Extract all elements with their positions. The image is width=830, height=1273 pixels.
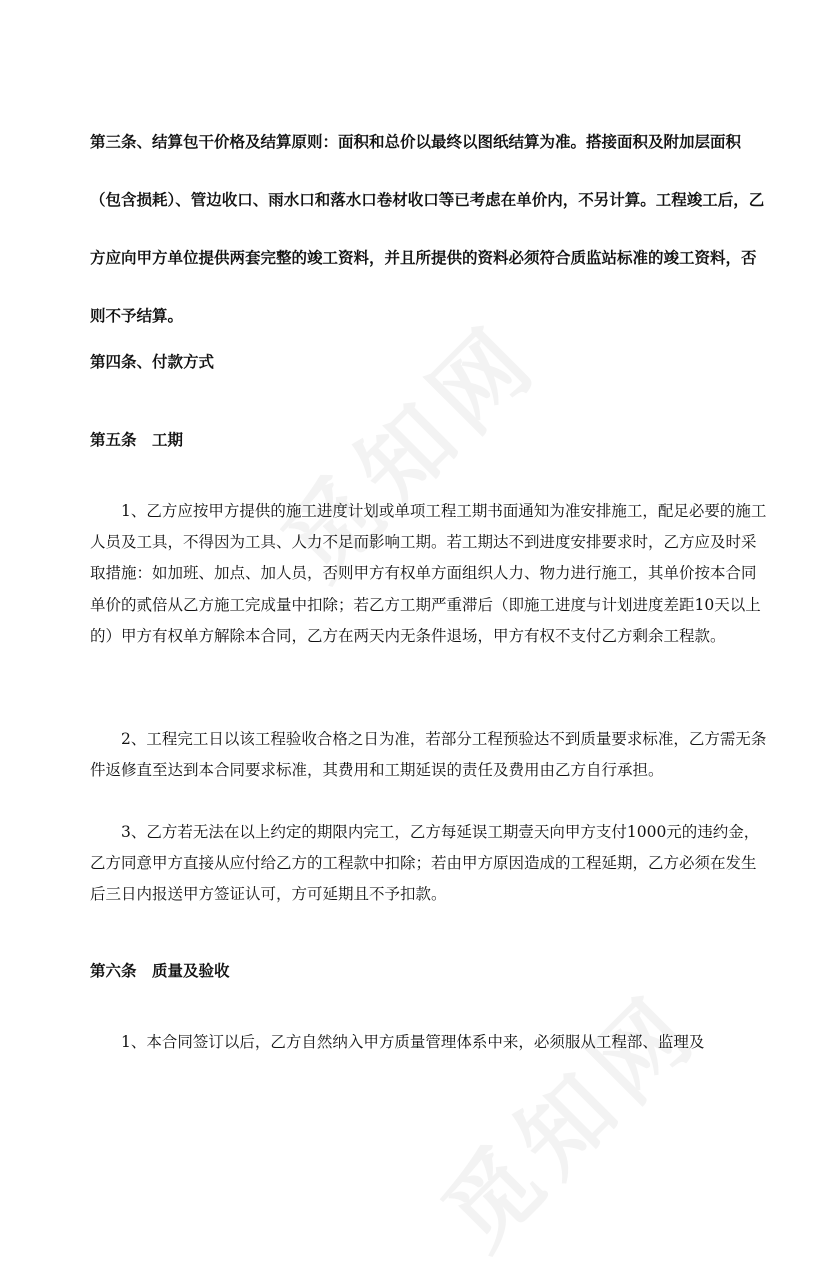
article-5-paragraph-1: 1、乙方应按甲方提供的施工进度计划或单项工程工期书面通知为准安排施工，配足必要的施工人员及工具，不得因为工具、人力不足而影响工期。若工期达不到进度安排要求时，乙方应及时采取措施：如加班、加点、加人员，否则甲方有权单方面组织人力、物力进行施工，其单价按本合同单价的贰倍从乙方施工完成量中扣除；若乙方工期严重滞后（即施工进度与计划进度差距10天以上的）甲方有权单方解除本合同，乙方在两天内无条件退场，甲方有权不支付乙方剩余工程款。 — [90, 502, 767, 645]
article-6-heading: 第六条 质量及验收 — [90, 961, 230, 980]
article-4-heading: 第四条、付款方式 — [90, 352, 215, 371]
watermark — [409, 959, 723, 1273]
article-3-settlement: 第三条、结算包干价格及结算原则：面积和总价以最终以图纸结算为准。搭接面积及附加层面积（包含损耗）、管边收口、雨水口和落水口卷材收口等已考虑在单价内，不另计算。工程竣工后，乙方应向甲方单位提供两套完整的竣工资料，并且所提供的资料必须符合质监站标准的竣工资料，否则不予结算。 — [90, 132, 765, 325]
article-5-paragraph-2: 2、工程完工日以该工程验收合格之日为准，若部分工程预验达不到质量要求标准，乙方需无条件返修直至达到本合同要求标准，其费用和工期延误的责任及费用由乙方自行承担。 — [90, 730, 767, 780]
article-5-paragraph-3: 3、乙方若无法在以上约定的期限内完工，乙方每延误工期壹天向甲方支付1000元的违约金，乙方同意甲方直接从应付给乙方的工程款中扣除；若由甲方原因造成的工程延期，乙方必须在发生后三日内报送甲方签证认可，方可延期且不予扣款。 — [90, 823, 760, 904]
article-6-paragraph-1: 1、本合同签订以后，乙方自然纳入甲方质量管理体系中来，必须服从工程部、监理及 — [121, 1033, 705, 1051]
article-5-heading: 第五条 工期 — [90, 430, 184, 449]
